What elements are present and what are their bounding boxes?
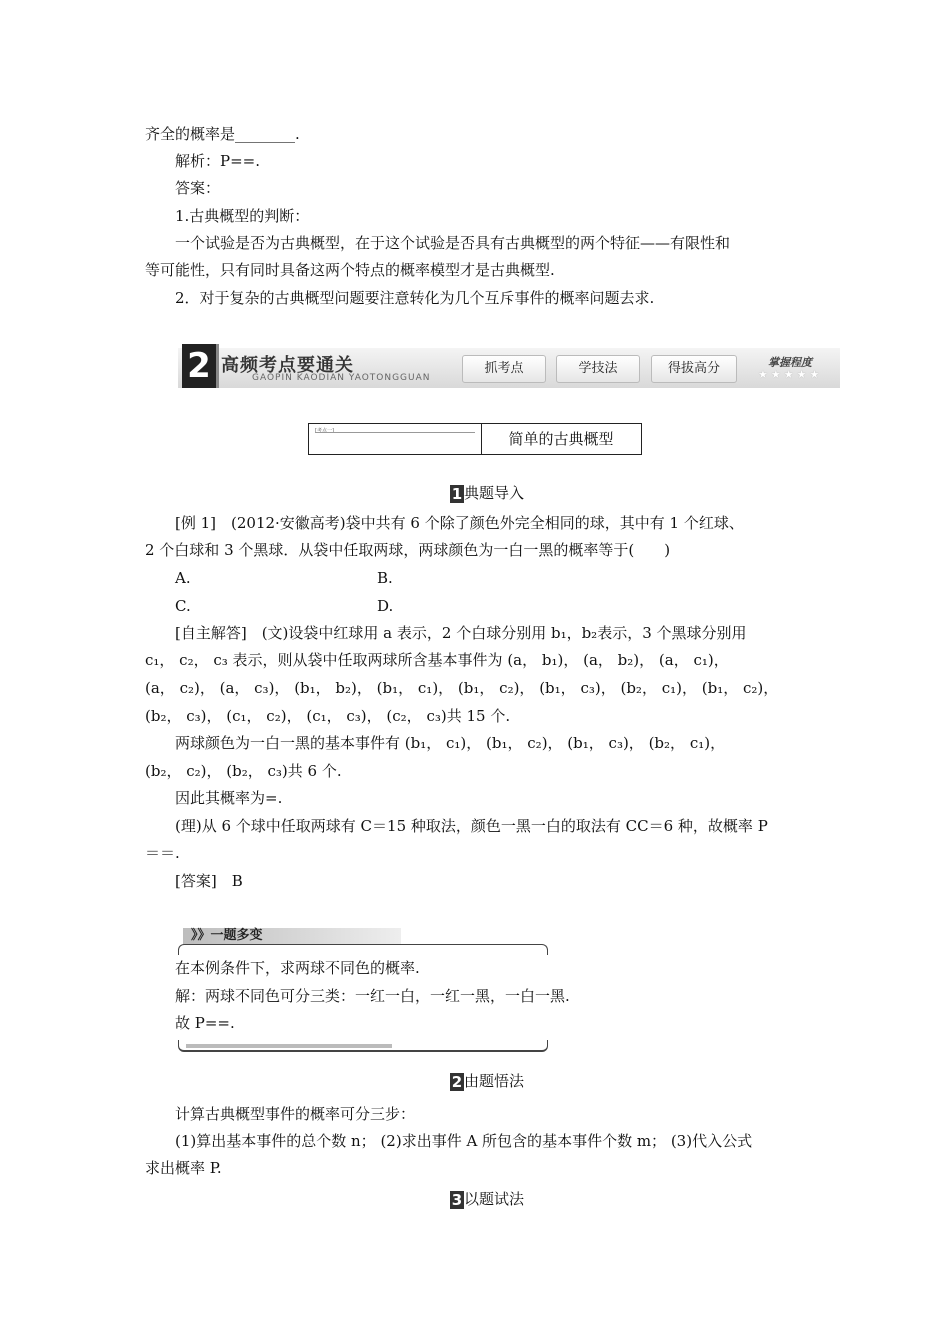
text-line: (理)从 6 个球中任取两球有 C＝15 种取法，颜色一黑一白的取法有 CC＝6 种，故概率 P (175, 817, 768, 835)
option-a: A. (175, 569, 191, 587)
option-d: D. (377, 597, 394, 615)
banner-title: 高频考点要通关 (221, 355, 354, 376)
divider (315, 432, 475, 433)
option-b: B. (377, 569, 393, 587)
text-line: 2．对于复杂的古典概型问题要注意转化为几个互斥事件的概率问题去求. (175, 289, 655, 307)
banner-button-learn-methods[interactable]: 学技法 (556, 355, 640, 383)
text-line: 等可能性，只有同时具备这两个特点的概率模型才是古典概型. (145, 261, 555, 279)
variant-box-bar (186, 1044, 392, 1048)
text-line: (1)算出基本事件的总个数 n； (2)求出事件 A 所包含的基本事件个数 m； (3)代入公式 (175, 1132, 753, 1150)
text-line: 一个试验是否为古典概型，在于这个试验是否具有古典概型的两个特征——有限性和 (175, 234, 731, 252)
banner-button-grasp-points[interactable]: 抓考点 (462, 355, 546, 383)
text-line: 两球颜色为一白一黑的基本事件有 (b₁， c₁)， (b₁， c₂)， (b₁， c₃)， (b₂， c₁)， (175, 734, 726, 752)
text-line: [自主解答] (文)设袋中红球用 a 表示，2 个白球分别用 b₁，b₂表示，3 个黑球分别用 (175, 624, 747, 642)
banner-subtitle: GAOPIN KAODIAN YAOTONGGUAN (252, 373, 431, 383)
section-head (450, 482, 524, 504)
text-line: 2 个白球和 3 个黑球．从袋中任取两球，两球颜色为一白一黑的概率等于( ) (145, 541, 671, 559)
section-label: 典题导入 (464, 484, 525, 502)
text-line: 答案： (175, 179, 221, 197)
text-line: (b₂， c₂)， (b₂， c₃)共 6 个. (145, 762, 342, 780)
text-line: 计算古典概型事件的概率可分三步： (175, 1105, 416, 1123)
banner-button-high-score[interactable]: 得拔高分 (651, 355, 737, 383)
option-c: C. (175, 597, 191, 615)
text-line: ＝＝. (145, 844, 180, 862)
text-line: 解析：P==. (175, 152, 260, 170)
text-line: 求出概率 P. (145, 1159, 222, 1177)
variant-header: 》》一题多变 (183, 928, 401, 944)
section-head (450, 1188, 524, 1210)
text-line: 故 P==. (175, 1014, 235, 1032)
text-line: 齐全的概率是________. (145, 125, 300, 143)
text-line: 解：两球不同色可分三类：一红一白，一红一黑，一白一黑. (175, 987, 570, 1005)
topic-table-left-cell (309, 424, 482, 454)
answer-line: [答案] B (175, 872, 243, 890)
section-label: 以题试法 (464, 1190, 525, 1208)
banner-mastery-label: 掌握程度 (768, 356, 812, 369)
topic-table (308, 423, 642, 455)
mastery-stars: ★★★★★ (758, 368, 823, 381)
section-label: 由题悟法 (464, 1072, 525, 1090)
text-line: 在本例条件下，求两球不同色的概率. (175, 959, 420, 977)
text-line: c₁， c₂， c₃ 表示，则从袋中任取两球所含基本事件为 (a， b₁)， (a， b₂)， (a， c₁)， (145, 651, 729, 669)
variant-box-top (178, 944, 548, 955)
section-number: 3 (451, 1191, 463, 1209)
text-line: (b₂， c₃)， (c₁， c₂)， (c₁， c₃)， (c₂， c₃)共 15 个. (145, 707, 511, 725)
text-line: 因此其概率为=. (175, 789, 283, 807)
topic-title: 简单的古典概型 (508, 430, 614, 448)
text-line: 1.古典概型的判断： (175, 207, 310, 225)
topic-tag: [考点一] (315, 428, 334, 434)
text-line: [例 1] (2012·安徽高考)袋中共有 6 个除了颜色外完全相同的球，其中有 1 个红球、 (175, 514, 744, 532)
banner-number: 2 (182, 344, 219, 388)
section-head (450, 1070, 524, 1092)
section-number: 1 (451, 485, 463, 503)
section-number: 2 (451, 1073, 463, 1091)
text-line: (a， c₂)， (a， c₃)， (b₁， b₂)， (b₁， c₁)， (b₁， c₂)， (b₁， c₃)， (b₂， c₁)， (b₁， c₂)， (145, 679, 779, 697)
